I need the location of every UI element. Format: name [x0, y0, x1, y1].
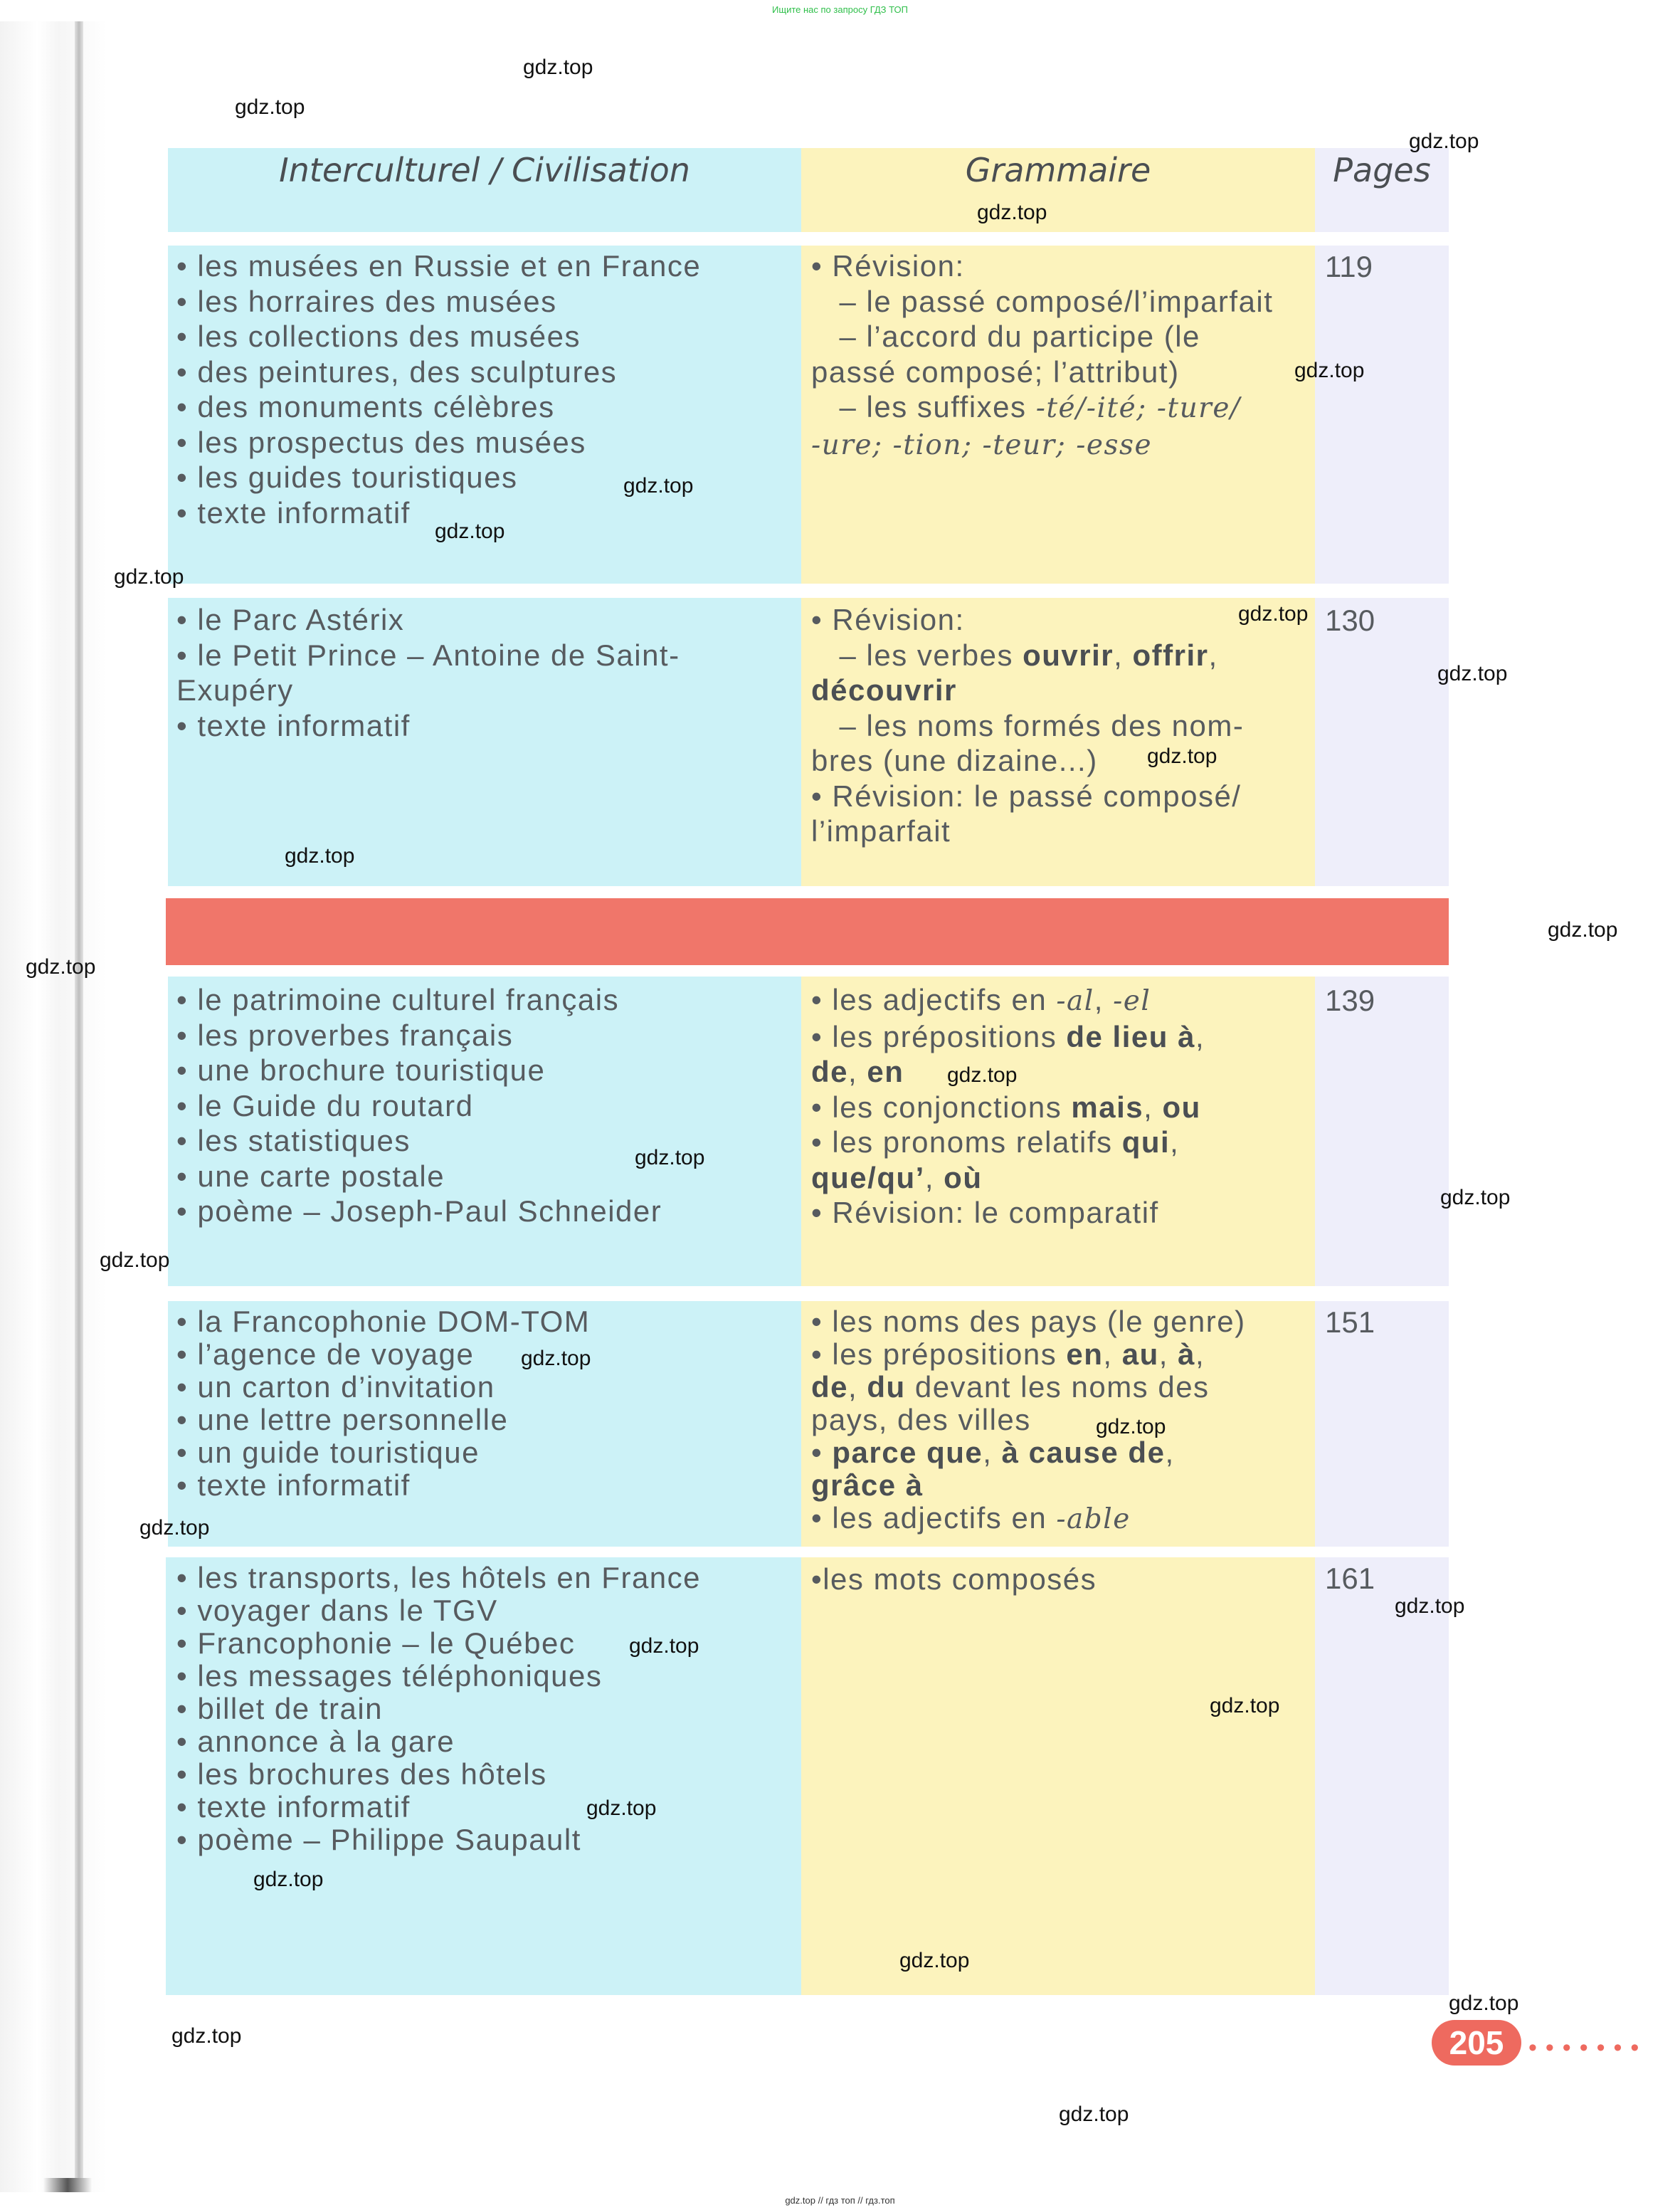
gram-line	[811, 354, 1315, 390]
civ-line: • les musées en Russie et en France	[176, 249, 702, 283]
gram-segment: bres (une dizaine...)	[811, 744, 1098, 777]
top-note: Ищите нас по запросу ГДЗ ТОП	[772, 4, 908, 15]
gram-line	[811, 673, 1315, 708]
civ-line: • un carton d’invitation	[176, 1370, 495, 1404]
watermark: gdz.top	[947, 1063, 1018, 1087]
civ-line: • le Guide du routard	[176, 1088, 474, 1122]
watermark: gdz.top	[26, 955, 96, 979]
row-5-civilisation	[166, 1557, 801, 1995]
gram-line	[811, 1195, 1315, 1231]
gram-segment: ,	[1094, 983, 1114, 1016]
gram-line	[811, 426, 1315, 463]
civ-line: • les brochures des hôtels	[176, 1757, 547, 1791]
gram-line	[811, 1469, 1315, 1502]
section-divider-band	[166, 898, 1449, 965]
gram-segment: pays, des villes	[811, 1403, 1031, 1436]
row-4-civilisation	[168, 1301, 801, 1547]
page-dots: •••••••	[1528, 2034, 1648, 2061]
watermark: gdz.top	[521, 1347, 591, 1370]
row-1-pages	[1315, 246, 1449, 584]
row-4-civ-list	[176, 1305, 801, 1502]
watermark: gdz.top	[1409, 130, 1479, 153]
row-5-pages	[1315, 1557, 1449, 1995]
gram-segment: de	[811, 1370, 849, 1404]
gram-segment: •	[811, 1436, 833, 1469]
civ-line: • texte informatif	[176, 495, 411, 530]
gram-segment: • les noms des pays (le genre)	[811, 1305, 1246, 1338]
civ-line: • annonce à la gare	[176, 1725, 455, 1758]
civ-line: • texte informatif	[176, 708, 411, 742]
watermark: gdz.top	[1449, 1991, 1519, 2015]
gram-line	[811, 779, 1315, 814]
gram-segment: • Révision: le comparatif	[811, 1196, 1159, 1229]
row-4-gram-list	[811, 1305, 1315, 1536]
watermark: gdz.top	[523, 56, 593, 79]
gram-line	[811, 638, 1315, 673]
spine-foot	[43, 2178, 93, 2192]
gram-segment: – l’accord du participe (le	[811, 320, 1200, 353]
gram-segment: ouvrir	[1023, 638, 1114, 672]
header-interculturel-label: Interculturel / Civilisation	[279, 151, 690, 189]
gram-line	[811, 982, 1315, 1019]
gram-segment: au	[1121, 1337, 1159, 1371]
row-2-civilisation	[168, 598, 801, 886]
gram-line	[811, 1090, 1315, 1125]
gram-line	[811, 248, 1315, 284]
gram-segment: ,	[1158, 1337, 1178, 1371]
gram-segment: du	[867, 1370, 906, 1404]
civ-line: • l’agence de voyage	[176, 1337, 475, 1371]
gram-segment: passé composé; l’attribut)	[811, 354, 1180, 389]
watermark: gdz.top	[1210, 1694, 1280, 1717]
header-interculturel	[168, 148, 801, 232]
watermark: gdz.top	[100, 1248, 170, 1272]
watermark: gdz.top	[1294, 359, 1365, 382]
civ-line: • voyager dans le TGV	[176, 1594, 498, 1627]
gram-line	[811, 1404, 1315, 1436]
gram-segment: découvrir	[811, 673, 957, 707]
civ-line: • une brochure touristique	[176, 1053, 546, 1087]
gram-segment: • Révision:	[811, 249, 965, 283]
row-1-civ-list	[176, 248, 801, 530]
gram-line	[811, 389, 1315, 426]
header-grammaire	[801, 148, 1315, 232]
gram-segment: • les prépositions	[811, 1337, 1067, 1371]
civ-line: • Francophonie – le Québec	[176, 1626, 576, 1660]
row-4-grammaire	[801, 1301, 1315, 1547]
gram-segment: -al	[1056, 985, 1094, 1017]
gram-segment: ,	[848, 1055, 867, 1088]
gram-segment: • les conjonctions	[811, 1090, 1072, 1124]
gram-line	[811, 708, 1315, 744]
watermark: gdz.top	[139, 1516, 210, 1540]
gram-segment: • les adjectifs en	[811, 1501, 1057, 1535]
gram-segment: l’imparfait	[811, 814, 951, 848]
gram-segment: devant les noms des	[905, 1370, 1210, 1404]
civ-line: • poème – Philippe Saupault	[176, 1823, 581, 1856]
row-2-page-number: 130	[1325, 604, 1375, 637]
watermark: gdz.top	[1147, 744, 1217, 768]
watermark: gdz.top	[635, 1146, 705, 1169]
civ-line: • une lettre personnelle	[176, 1403, 509, 1436]
gram-segment: ,	[1143, 1090, 1163, 1124]
row-4-page-number: 151	[1325, 1305, 1375, 1339]
watermark: gdz.top	[623, 474, 694, 498]
watermark: gdz.top	[1059, 2103, 1129, 2126]
gram-segment: – les verbes	[811, 638, 1023, 672]
row-5-gram-list	[811, 1562, 1315, 1597]
row-2-grammaire	[801, 598, 1315, 886]
gram-segment: • les adjectifs en	[811, 983, 1057, 1016]
gram-segment: ,	[983, 1436, 1002, 1469]
civ-line: Exupéry	[176, 673, 294, 707]
spine-fold	[75, 21, 83, 2192]
gram-segment: ,	[1195, 1019, 1205, 1053]
gram-segment: où	[944, 1160, 983, 1194]
civ-line: • les collections des musées	[176, 320, 581, 353]
civ-line: • billet de train	[176, 1692, 384, 1725]
gram-segment: offrir	[1132, 638, 1209, 672]
civ-line: • le Petit Prince – Antoine de Saint-	[176, 638, 680, 672]
gram-segment: de lieu à	[1066, 1019, 1195, 1053]
gram-line	[811, 1502, 1315, 1536]
watermark: gdz.top	[1096, 1415, 1166, 1438]
gram-segment: ,	[1208, 638, 1218, 672]
row-5-grammaire	[801, 1557, 1315, 1995]
civ-line: • les messages téléphoniques	[176, 1659, 603, 1693]
watermark: gdz.top	[285, 844, 355, 868]
gram-segment: -el	[1113, 985, 1151, 1017]
civ-line: • les transports, les hôtels en France	[176, 1561, 702, 1594]
gram-line	[811, 1371, 1315, 1404]
civ-line: • les proverbes français	[176, 1018, 514, 1052]
row-1-page-number: 119	[1325, 250, 1373, 283]
header-grammaire-label: Grammaire	[965, 151, 1151, 189]
gram-segment: grâce à	[811, 1468, 924, 1502]
gram-segment: de	[811, 1055, 849, 1088]
gram-segment: ,	[1103, 1337, 1122, 1371]
gram-line	[811, 743, 1315, 779]
gram-line	[811, 1125, 1315, 1160]
gram-line	[811, 1054, 1315, 1090]
gram-line	[811, 814, 1315, 849]
watermark: gdz.top	[1548, 918, 1618, 942]
gram-segment: -able	[1056, 1503, 1131, 1535]
gram-segment: – les noms formés des nom-	[811, 708, 1245, 742]
watermark: gdz.top	[1440, 1186, 1511, 1209]
gram-segment: • Révision:	[811, 603, 965, 636]
gram-segment: à cause de	[1001, 1436, 1166, 1469]
row-1-grammaire	[801, 246, 1315, 584]
row-2-civ-list	[176, 602, 801, 743]
civ-line: • les prospectus des musées	[176, 425, 586, 459]
watermark: gdz.top	[1437, 662, 1508, 685]
gram-line	[811, 1436, 1315, 1469]
watermark: gdz.top	[253, 1868, 324, 1891]
row-3-civ-list	[176, 982, 801, 1229]
book-spine	[0, 21, 107, 2192]
gram-segment: ,	[848, 1370, 867, 1404]
civ-line: • une carte postale	[176, 1159, 445, 1193]
civ-line: • texte informatif	[176, 1790, 411, 1824]
civ-line: • les guides touristiques	[176, 461, 518, 494]
row-3-grammaire	[801, 977, 1315, 1286]
watermark: gdz.top	[171, 2024, 242, 2048]
gram-segment: • les prépositions	[811, 1019, 1067, 1053]
row-5-page-number: 161	[1325, 1562, 1375, 1595]
gram-segment: ,	[1165, 1436, 1175, 1469]
gram-line	[811, 1305, 1315, 1338]
gram-segment: • les pronoms relatifs	[811, 1125, 1122, 1159]
watermark: gdz.top	[629, 1634, 699, 1658]
gram-segment: – le passé composé/l’imparfait	[811, 284, 1274, 318]
gram-segment: mais	[1071, 1090, 1144, 1124]
gram-segment: -té/-ité; -ture/	[1035, 392, 1241, 424]
row-2-pages	[1315, 598, 1449, 886]
row-2-gram-list	[811, 602, 1315, 849]
bottom-note: gdz.top // гдз топ // гдз.топ	[785, 2195, 895, 2206]
watermark: gdz.top	[586, 1796, 657, 1820]
row-3-civilisation	[168, 977, 801, 1286]
gram-line	[811, 284, 1315, 320]
row-1-gram-list	[811, 248, 1315, 463]
gram-segment: • Révision: le passé composé/	[811, 779, 1242, 813]
gram-segment: ,	[924, 1160, 944, 1194]
watermark: gdz.top	[235, 95, 305, 119]
row-4-pages	[1315, 1301, 1449, 1547]
row-3-gram-list	[811, 982, 1315, 1231]
row-3-pages	[1315, 977, 1449, 1286]
civ-line: • poème – Joseph-Paul Schneider	[176, 1194, 662, 1228]
gram-segment: en	[1066, 1337, 1104, 1371]
header-pages	[1315, 148, 1449, 232]
watermark: gdz.top	[977, 201, 1047, 224]
page-number-badge: 205	[1432, 2020, 1521, 2066]
watermark: gdz.top	[899, 1949, 970, 1972]
gram-segment: à	[1178, 1337, 1195, 1371]
gram-segment: – les suffixes	[811, 390, 1036, 423]
watermark: gdz.top	[435, 520, 505, 543]
civ-line: • les horraires des musées	[176, 284, 557, 318]
row-3-page-number: 139	[1325, 984, 1375, 1017]
gram-segment: ,	[1170, 1125, 1180, 1159]
gram-segment: qui	[1121, 1125, 1171, 1159]
civ-line: • la Francophonie DOM-TOM	[176, 1305, 591, 1338]
header-pages-label: Pages	[1333, 151, 1431, 189]
row-5-civ-list	[176, 1562, 801, 1856]
watermark: gdz.top	[114, 565, 184, 589]
gram-segment: en	[867, 1055, 904, 1088]
civ-line: • un guide touristique	[176, 1436, 480, 1469]
gram-segment: •les mots composés	[811, 1562, 1097, 1596]
gram-line	[811, 1019, 1315, 1055]
civ-line: • des monuments célèbres	[176, 390, 555, 423]
gram-line	[811, 1160, 1315, 1196]
gram-segment: ou	[1162, 1090, 1201, 1124]
civ-line: • texte informatif	[176, 1468, 411, 1502]
civ-line: • des peintures, des sculptures	[176, 354, 618, 389]
gram-line	[811, 1562, 1315, 1597]
gram-segment: ,	[1114, 638, 1133, 672]
gram-segment: parce que	[832, 1436, 983, 1469]
civ-line: • les statistiques	[176, 1124, 411, 1157]
watermark: gdz.top	[1395, 1594, 1465, 1618]
gram-segment: que/qu’	[811, 1160, 925, 1194]
gram-line	[811, 319, 1315, 354]
civ-line: • le patrimoine culturel français	[176, 983, 620, 1016]
gram-segment: ,	[1195, 1337, 1205, 1371]
civ-line: • le Parc Astérix	[176, 603, 405, 636]
watermark: gdz.top	[1238, 602, 1309, 626]
gram-segment: -ure; -tion; -teur; -esse	[811, 428, 1153, 461]
gram-line	[811, 1338, 1315, 1371]
